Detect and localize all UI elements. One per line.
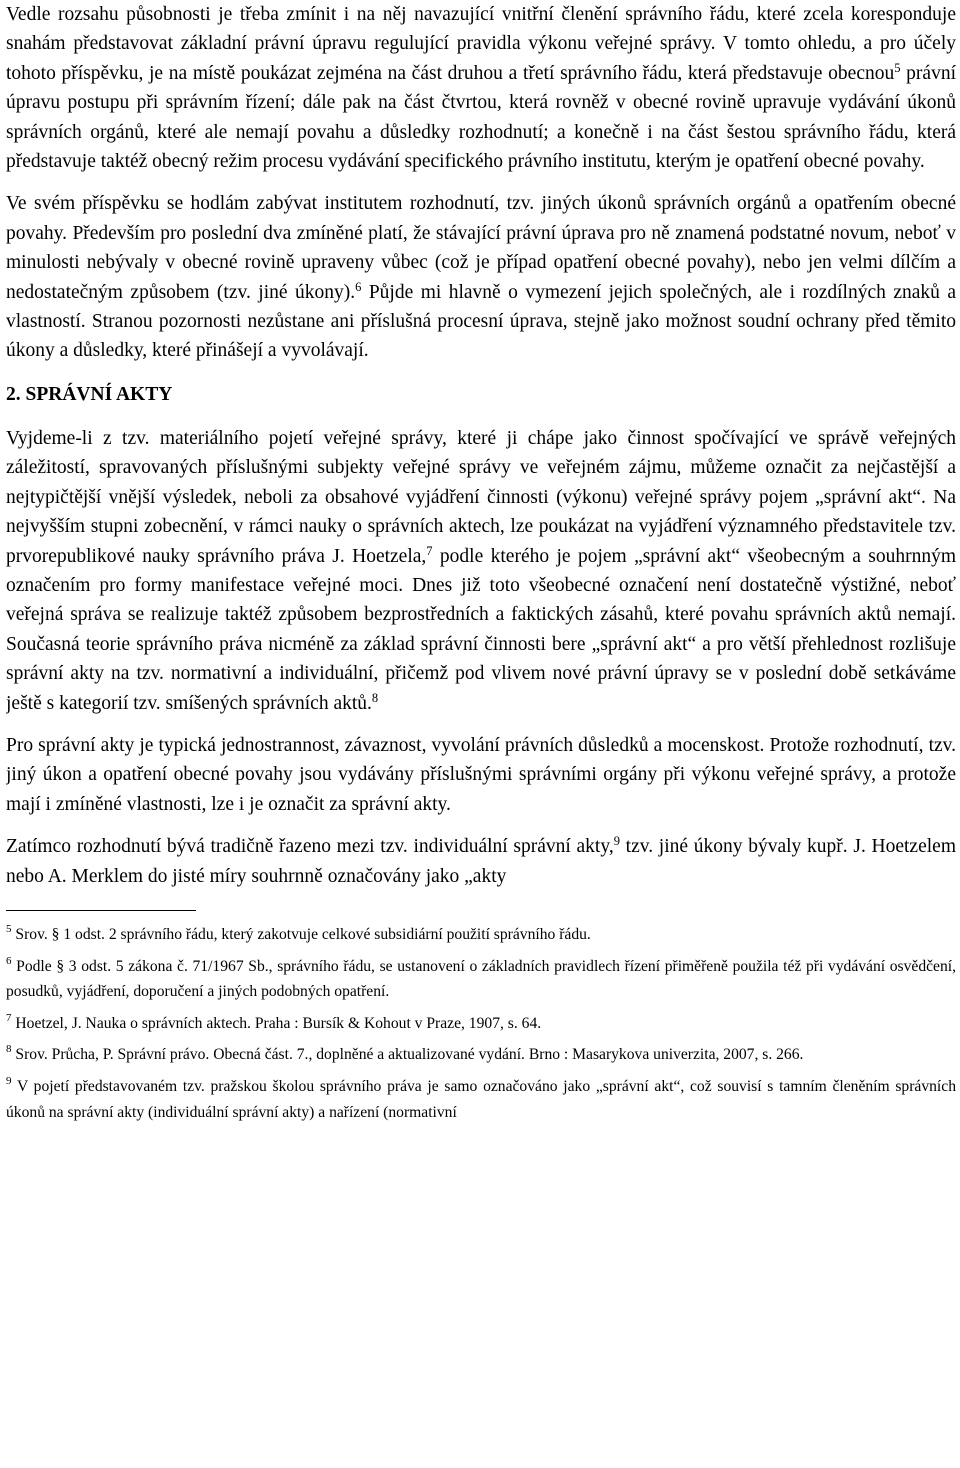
footnote-ref-9[interactable]: 9: [613, 834, 620, 849]
document-page: [6, 0, 956, 1468]
paragraph-3-text-a: Vyjdeme-li z tzv. materiálního pojetí veřejné správy, které ji chápe jako činnost spočívající ve správě veřejných záležitostí, spravovaných příslušnými subjekty veřejné správy ve veřejném zájmu, můžeme označit za nejčastější a nejtypičtější vnější výsledek, neboli za obsahové vyjádření činnosti (výkonu) veřejné správy pojem „správní akt“. Na nejvyšším stupni zobecnění, v rámci nauky o správních aktech, lze poukázat na vyjádření významného představitele tzv. prvorepublikové nauky správního práva J. Hoetzela,: [6, 427, 956, 567]
footnote-number: 5: [6, 922, 12, 935]
footnote-number: 6: [6, 954, 12, 967]
footnote-text: Srov. Průcha, P. Správní právo. Obecná část. 7., doplněné a aktualizované vydání. Brno : Masarykova univerzita, 2007, s. 266.: [15, 1046, 804, 1064]
footnote-7: [6, 1011, 956, 1037]
footnote-text: Hoetzel, J. Nauka o správních aktech. Praha : Bursík & Kohout v Praze, 1907, s. 64.: [15, 1014, 542, 1032]
paragraph-5: [6, 832, 956, 891]
footnote-5: [6, 922, 956, 948]
footnote-ref-5[interactable]: 5: [894, 60, 901, 75]
footnote-divider: [6, 910, 196, 911]
footnote-6: [6, 954, 956, 1005]
paragraph-5-text-a: Zatímco rozhodnutí bývá tradičně řazeno mezi tzv. individuální správní akty,: [6, 836, 614, 858]
footnote-text: V pojetí představovaném tzv. pražskou školou správního práva je samo označováno jako „správní akt“, což souvisí s tamním členěním správních úkonů na správní akty (individuální správní akty) a nařízení (normativní: [6, 1077, 956, 1121]
paragraph-1: [6, 0, 956, 176]
footnote-number: 8: [6, 1043, 12, 1056]
footnote-text: Podle § 3 odst. 5 zákona č. 71/1967 Sb., správního řádu, se ustanovení o základních pravidlech řízení přiměřeně použila též při vydávání osvědčení, posudků, vyjádření, doporučení a jiných podobných opatření.: [6, 957, 956, 1001]
footnote-ref-6[interactable]: 6: [355, 279, 362, 294]
paragraph-2-text-b: Půjde mi hlavně o vymezení jejich společných, ale i rozdílných znaků a vlastností. Stranou pozornosti nezůstane ani příslušná procesní úprava, stejně jako možnost soudní ochrany před těmito úkony a důsledky, které přinášejí a vyvolávají.: [6, 281, 956, 362]
paragraph-2-text-a: Ve svém příspěvku se hodlám zabývat institutem rozhodnutí, tzv. jiných úkonů správních orgánů a opatřením obecné povahy. Především pro poslední dva zmíněné platí, že stávající právní úprava pro ně znamená podstatné novum, neboť v minulosti nebývaly v obecné rovině upraveny vůbec (což je případ opatření obecné povahy), nebo jen velmi dílčím a nedostatečným způsobem (tzv. jiné úkony).: [6, 193, 956, 303]
footnote-text: Srov. § 1 odst. 2 správního řádu, který zakotvuje celkové subsidiární použití správního řádu.: [15, 925, 591, 943]
footnote-ref-8[interactable]: 8: [371, 690, 379, 705]
paragraph-5-text-b: tzv. jiné úkony bývaly kupř. J. Hoetzelem nebo A. Merklem do jisté míry souhrnně označovány jako „akty: [6, 836, 956, 887]
footnote-9: [6, 1074, 956, 1125]
section-heading: 2. SPRÁVNÍ AKTY: [6, 383, 173, 405]
footnote-number: 9: [6, 1074, 12, 1087]
paragraph-2: [6, 189, 956, 365]
footnote-8: [6, 1042, 956, 1068]
paragraph-3-text-b: podle kterého je pojem „správní akt“ všeobecným a souhrnným označením pro formy manifestace veřejné moci. Dnes již toto všeobecné označení není dostatečně výstižné, neboť veřejná správa se realizuje taktéž způsobem bezprostředních a faktických zásahů, které povahu správních aktů nemají. Současná teorie správního práva nicméně za základ správní činnosti bere „správní akt“ a pro větší přehlednost rozlišuje správní akty na tzv. normativní a individuální, přičemž pod vlivem nové právní úpravy se v poslední době setkáváme ještě s kategorií tzv. smíšených správních aktů.: [6, 545, 956, 714]
footnote-ref-7[interactable]: 7: [426, 543, 433, 558]
paragraph-4: Pro správní akty je typická jednostrannost, závaznost, vyvolání právních důsledků a mocenskost. Protože rozhodnutí, tzv. jiný úkon a opatření obecné povahy jsou vydávány příslušnými správními orgány při výkonu veřejné správy, a protože mají i zmíněné vlastnosti, lze i je označit za správní akty.: [6, 734, 956, 815]
paragraph-3: [6, 424, 956, 718]
paragraph-1-text-b: právní úpravu postupu při správním řízení; dále pak na část čtvrtou, která rovněž v obecné rovině upravuje vydávání úkonů správních orgánů, které ale nemají povahu a důsledky rozhodnutí; a konečně i na část šestou správního řádu, která představuje taktéž obecný režim procesu vydávání specifického právního institutu, kterým je opatření obecné povahy.: [6, 62, 956, 173]
paragraph-1-text-a: Vedle rozsahu působnosti je třeba zmínit i na něj navazující vnitřní členění správního řádu, které zcela koresponduje snahám představovat základní právní úpravu regulující pravidla výkonu veřejné správy. V tomto ohledu, a pro účely tohoto příspěvku, je na místě poukázat zejména na část druhou a třetí správního řádu, která představuje obecnou: [6, 4, 956, 84]
footnote-number: 7: [6, 1011, 12, 1024]
